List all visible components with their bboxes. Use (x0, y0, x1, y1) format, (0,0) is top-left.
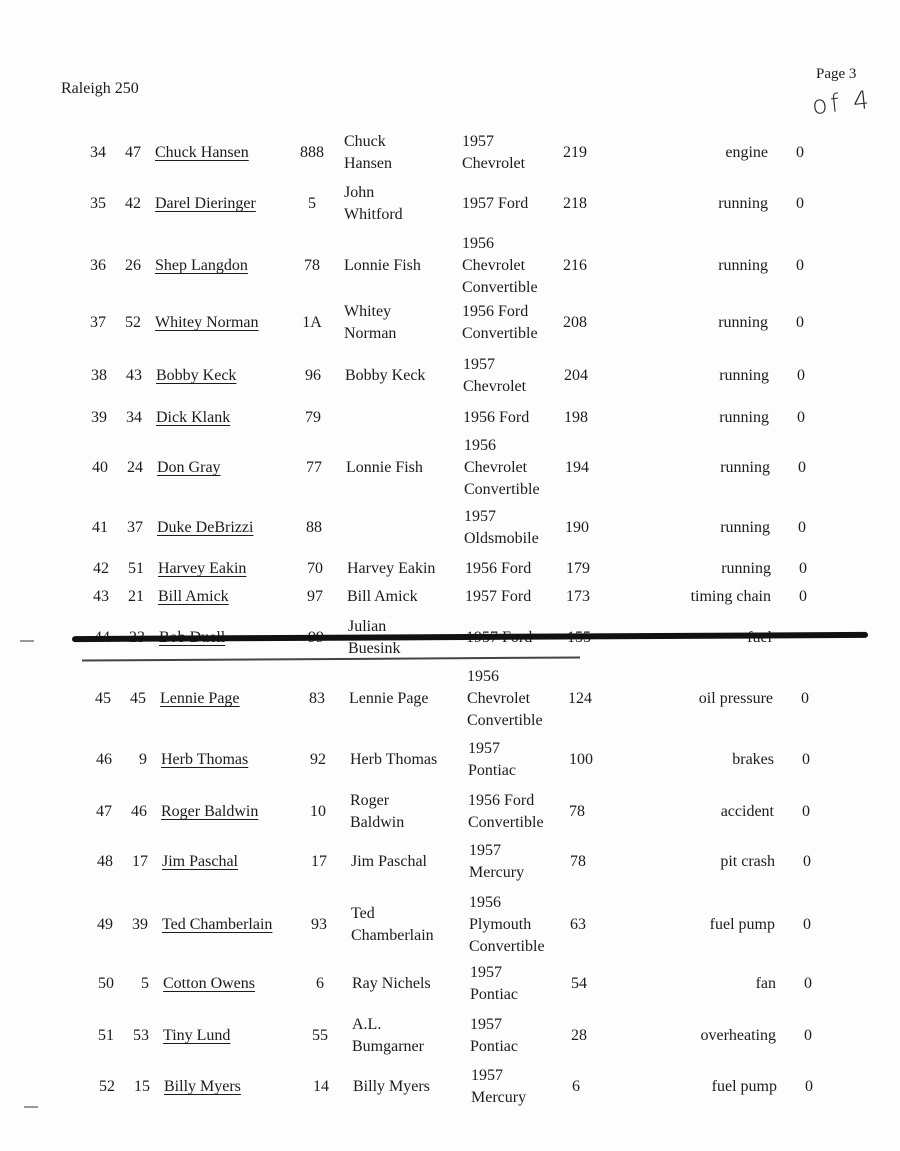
car-number: 92 (310, 751, 326, 768)
start-position: 37 (127, 519, 143, 536)
start-position: 45 (130, 690, 146, 707)
prize-money: 0 (797, 367, 805, 384)
scan-speck (24, 1106, 38, 1108)
car-owner: Julian Buesink (348, 618, 401, 657)
start-position: 21 (128, 588, 144, 605)
car-number: 97 (307, 588, 323, 605)
car-number: 14 (313, 1078, 329, 1095)
car-number: 1A (302, 314, 322, 331)
car-number: 888 (300, 144, 324, 161)
car-owner: Lonnie Fish (346, 459, 423, 476)
finish-status: brakes (732, 751, 774, 768)
car-make: 1956 Plymouth Convertible (469, 894, 545, 955)
driver-name: Tiny Lund (163, 1027, 231, 1044)
finish-status: fuel pump (709, 916, 775, 933)
start-position: 53 (133, 1027, 149, 1044)
car-make: 1957 Pontiac (470, 1016, 518, 1055)
car-make: 1956 Ford Convertible (468, 792, 544, 831)
driver-name: Chuck Hansen (155, 144, 249, 161)
finish-status: running (718, 195, 768, 212)
finish-position: 50 (98, 975, 114, 992)
prize-money: 0 (804, 1027, 812, 1044)
driver-name: Bobby Keck (156, 367, 237, 384)
car-number: 10 (310, 803, 326, 820)
driver-name: Harvey Eakin (158, 560, 247, 577)
car-owner: A.L. Bumgarner (352, 1016, 424, 1055)
laps-completed: 190 (565, 519, 589, 536)
prize-money: 0 (803, 916, 811, 933)
finish-status: fuel pump (711, 1078, 777, 1095)
finish-position: 38 (91, 367, 107, 384)
finish-position: 42 (93, 560, 109, 577)
finish-position: 48 (97, 853, 113, 870)
laps-completed: 6 (572, 1078, 580, 1095)
finish-position: 41 (92, 519, 108, 536)
car-make: 1956 Ford Convertible (462, 303, 538, 342)
finish-status: engine (725, 144, 768, 161)
car-owner: Whitey Norman (344, 303, 397, 342)
start-position: 26 (125, 257, 141, 274)
start-position: 24 (127, 459, 143, 476)
prize-money: 0 (799, 560, 807, 577)
car-owner: Billy Myers (353, 1078, 430, 1095)
car-number: 70 (307, 560, 323, 577)
start-position: 39 (132, 916, 148, 933)
car-make: 1957 Pontiac (468, 740, 516, 779)
driver-name: Jim Paschal (162, 853, 238, 870)
finish-status: overheating (700, 1027, 776, 1044)
prize-money: 0 (796, 195, 804, 212)
car-make: 1957 Oldsmobile (464, 508, 539, 547)
prize-money: 0 (805, 1078, 813, 1095)
driver-name: Roger Baldwin (161, 803, 259, 820)
scan-speck (20, 640, 34, 642)
start-position: 17 (132, 853, 148, 870)
car-make: 1956 Chevrolet Convertible (464, 437, 540, 498)
finish-position: 46 (96, 751, 112, 768)
car-owner: Roger Baldwin (350, 792, 405, 831)
car-number: 5 (308, 195, 316, 212)
car-make: 1957 Mercury (471, 1067, 527, 1106)
laps-completed: 219 (563, 144, 587, 161)
car-make: 1957 Ford (465, 588, 532, 605)
car-make: 1957 Ford (462, 195, 529, 212)
car-make: 1957 Pontiac (470, 964, 518, 1003)
car-owner: Ted Chamberlain (351, 905, 434, 944)
finish-position: 49 (97, 916, 113, 933)
finish-position: 51 (98, 1027, 114, 1044)
laps-completed: 173 (566, 588, 590, 605)
car-owner: Bill Amick (347, 588, 418, 605)
car-number: 93 (311, 916, 327, 933)
laps-completed: 198 (564, 409, 588, 426)
start-position: 42 (125, 195, 141, 212)
car-make: 1956 Ford (463, 409, 530, 426)
start-position: 46 (131, 803, 147, 820)
finish-status: running (718, 257, 768, 274)
car-owner: Lennie Page (349, 690, 429, 707)
car-make: 1956 Ford (465, 560, 532, 577)
start-position: 15 (134, 1078, 150, 1095)
start-position: 51 (128, 560, 144, 577)
car-make: 1957 Chevrolet (462, 133, 526, 172)
handwritten-divider-line (82, 656, 580, 661)
start-position: 43 (126, 367, 142, 384)
start-position: 52 (125, 314, 141, 331)
page-number: Page 3 (816, 66, 857, 82)
finish-position: 39 (91, 409, 107, 426)
car-number: 88 (306, 519, 322, 536)
car-number: 77 (306, 459, 322, 476)
driver-name: Herb Thomas (161, 751, 249, 768)
laps-completed: 78 (570, 853, 586, 870)
start-position: 5 (141, 975, 149, 992)
car-make: 1956 Chevrolet Convertible (467, 668, 543, 729)
driver-name: Don Gray (157, 459, 221, 476)
finish-status: running (719, 409, 769, 426)
laps-completed: 100 (569, 751, 593, 768)
driver-name: Bill Amick (158, 588, 229, 605)
laps-completed: 218 (563, 195, 587, 212)
laps-completed: 208 (563, 314, 587, 331)
prize-money: 0 (798, 519, 806, 536)
strikethrough-mark (72, 626, 868, 652)
finish-position: 36 (90, 257, 106, 274)
car-owner: Herb Thomas (350, 751, 438, 768)
car-owner: Chuck Hansen (344, 133, 392, 172)
car-owner: Jim Paschal (351, 853, 427, 870)
laps-completed: 78 (569, 803, 585, 820)
finish-status: pit crash (720, 853, 775, 870)
car-number: 79 (305, 409, 321, 426)
driver-name: Ted Chamberlain (162, 916, 273, 933)
prize-money: 0 (796, 314, 804, 331)
car-number: 96 (305, 367, 321, 384)
finish-position: 37 (90, 314, 106, 331)
finish-position: 47 (96, 803, 112, 820)
laps-completed: 194 (565, 459, 589, 476)
document-title: Raleigh 250 (61, 80, 139, 97)
start-position: 9 (139, 751, 147, 768)
finish-position: 35 (90, 195, 106, 212)
car-make: 1957 Mercury (469, 842, 525, 881)
prize-money: 0 (802, 803, 810, 820)
prize-money: 0 (796, 257, 804, 274)
car-make: 1957 Chevrolet (463, 356, 527, 395)
laps-completed: 179 (566, 560, 590, 577)
laps-completed: 204 (564, 367, 588, 384)
car-owner: Harvey Eakin (347, 560, 436, 577)
prize-money: 0 (797, 409, 805, 426)
laps-completed: 124 (568, 690, 592, 707)
finish-position: 52 (99, 1078, 115, 1095)
laps-completed: 63 (570, 916, 586, 933)
laps-completed: 28 (571, 1027, 587, 1044)
finish-status: oil pressure (698, 690, 773, 707)
car-number: 83 (309, 690, 325, 707)
car-number: 78 (304, 257, 320, 274)
driver-name: Cotton Owens (163, 975, 255, 992)
car-number: 55 (312, 1027, 328, 1044)
finish-position: 45 (95, 690, 111, 707)
finish-status: running (719, 367, 769, 384)
driver-name: Darel Dieringer (155, 195, 256, 212)
car-owner: John Whitford (344, 184, 403, 223)
finish-position: 40 (92, 459, 108, 476)
prize-money: 0 (802, 751, 810, 768)
prize-money: 0 (796, 144, 804, 161)
car-owner: Lonnie Fish (344, 257, 421, 274)
car-number: 6 (316, 975, 324, 992)
finish-status: timing chain (690, 588, 771, 605)
start-position: 47 (125, 144, 141, 161)
finish-status: running (718, 314, 768, 331)
finish-position: 34 (90, 144, 106, 161)
laps-completed: 216 (563, 257, 587, 274)
prize-money: 0 (801, 690, 809, 707)
prize-money: 0 (803, 853, 811, 870)
car-number: 17 (311, 853, 327, 870)
car-owner: Bobby Keck (345, 367, 426, 384)
driver-name: Shep Langdon (155, 257, 248, 274)
finish-status: fan (755, 975, 776, 992)
prize-money: 0 (804, 975, 812, 992)
driver-name: Dick Klank (156, 409, 231, 426)
finish-position: 43 (93, 588, 109, 605)
finish-status: running (720, 519, 770, 536)
strikethrough-bar (72, 632, 868, 642)
finish-status: running (720, 459, 770, 476)
car-make: 1956 Chevrolet Convertible (462, 235, 538, 296)
finish-status: running (721, 560, 771, 577)
car-owner: Ray Nichels (352, 975, 431, 992)
prize-money: 0 (799, 588, 807, 605)
driver-name: Lennie Page (160, 690, 240, 707)
prize-money: 0 (798, 459, 806, 476)
driver-name: Duke DeBrizzi (157, 519, 254, 536)
driver-name: Billy Myers (164, 1078, 241, 1095)
driver-name: Whitey Norman (155, 314, 259, 331)
start-position: 34 (126, 409, 142, 426)
finish-status: accident (720, 803, 774, 820)
laps-completed: 54 (571, 975, 587, 992)
handwritten-page-note: of 4 (810, 84, 874, 121)
